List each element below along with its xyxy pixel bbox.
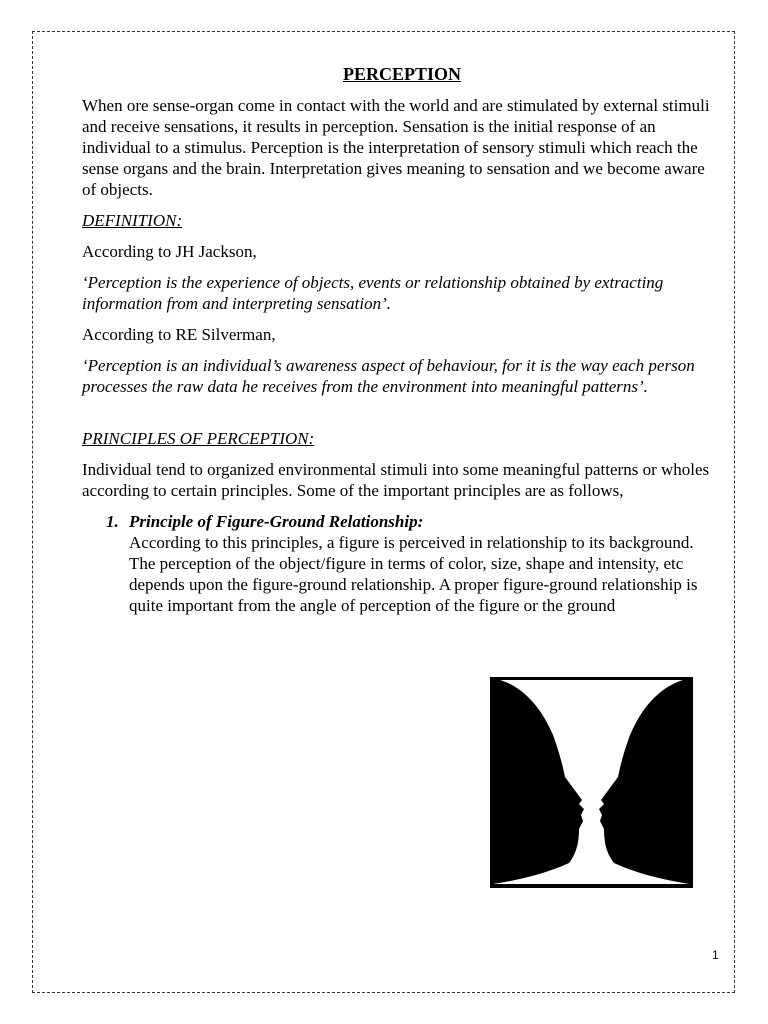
rubin-vase-illustration [490, 677, 693, 888]
jackson-intro: According to JH Jackson, [82, 242, 257, 261]
jackson-quote: ‘Perception is the experience of objects, events or relationship obtained by extracting information from and interpreting sensation’. [82, 273, 664, 313]
principle-text: According to this principles, a figure is perceived in relationship to its background. The perception of the object/figure in terms of color, size, shape and intensity, etc depends upon the figure-ground relationship. A proper figure-ground relationship is quite important from the angle of perception of the figure or the ground [129, 533, 698, 615]
principle-item [82, 511, 722, 616]
principles-heading: PRINCIPLES OF PERCEPTION: [82, 429, 315, 448]
page-title: PERCEPTION [342, 64, 461, 84]
principle-title: Principle of Figure-Ground Relationship: [129, 512, 424, 531]
principle-number: 1. [106, 512, 119, 531]
page-number: 1 [712, 948, 719, 962]
principles-intro: Individual tend to organized environmental stimuli into some meaningful patterns or wholes according to certain principles. Some of the important principles are as follows, [82, 460, 710, 500]
silverman-intro: According to RE Silverman, [82, 325, 276, 344]
spacer [82, 407, 722, 428]
definition-heading: DEFINITION: [82, 211, 183, 230]
intro-paragraph: When ore sense-organ come in contact with the world and are stimulated by external stimuli and receive sensations, it results in perception. Sensation is the initial response of an individual to a stimulus. Perception is the interpretation of sensory stimuli which reach the sense organs and the brain. Interpretation gives meaning to sensation and we become aware of objects. [82, 96, 710, 199]
silverman-quote: ‘Perception is an individual’s awareness aspect of behaviour, for it is the way each person processes the raw data he receives from the environment into meaningful patterns’. [82, 356, 695, 396]
document-body [82, 62, 722, 616]
